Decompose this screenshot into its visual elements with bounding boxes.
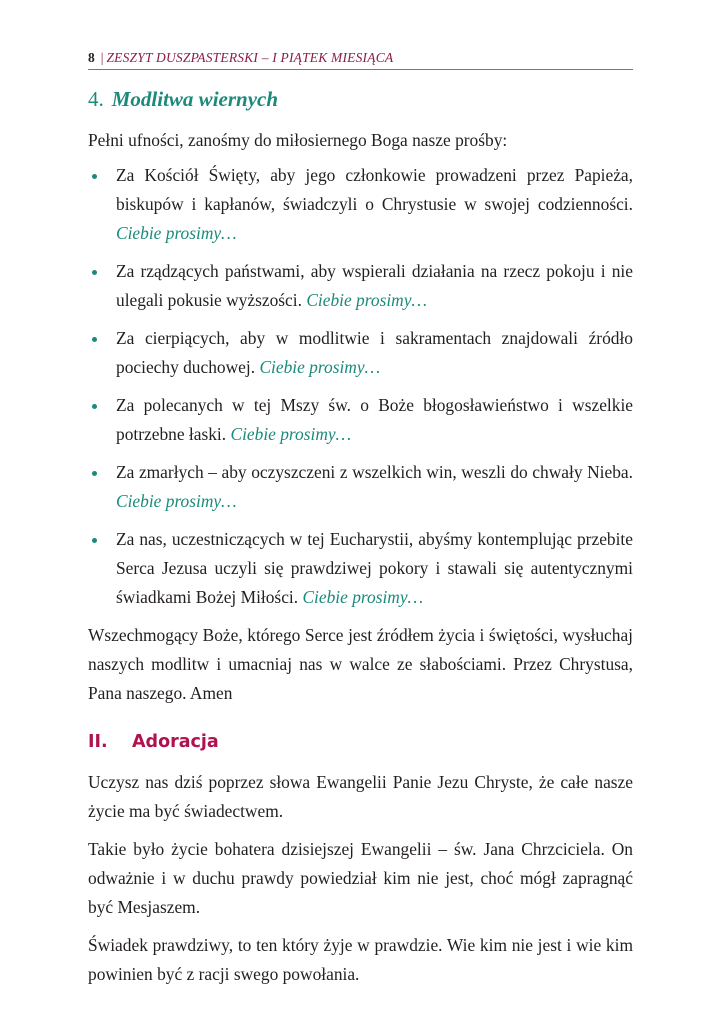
intention-text: Za cierpiących, aby w modlitwie i sakramentach znajdowali źródło pociechy duchowej.	[116, 328, 633, 377]
section-heading-prayer-of-faithful	[88, 86, 633, 112]
response-text: Ciebie prosimy…	[302, 587, 424, 607]
header-separator: |	[100, 50, 104, 65]
intro-paragraph: Pełni ufności, zanośmy do miłosiernego Boga nasze prośby:	[88, 130, 508, 150]
intention-item	[88, 525, 633, 612]
bullet-icon	[92, 174, 97, 179]
intention-item	[88, 324, 633, 382]
intention-text: Za Kościół Święty, aby jego członkowie prowadzeni przez Papieża, biskupów i kapłanów, świadczyli o Chrystusie w swojej codzienności.	[116, 165, 633, 214]
intention-item	[88, 257, 633, 315]
response-text: Ciebie prosimy…	[116, 491, 237, 511]
section-roman-number: II.	[88, 732, 108, 752]
intention-text: Za nas, uczestniczących w tej Eucharystii, abyśmy kontemplując przebite Serca Jezusa uczyli się prawdziwej pokory i stawali się autentycznymi świadkami Bożej Miłości.	[116, 529, 633, 607]
intention-text: Za polecanych w tej Mszy św. o Boże błogosławieństwo i wszelkie potrzebne łaski.	[116, 395, 633, 444]
bullet-icon	[92, 538, 97, 543]
bullet-icon	[92, 270, 97, 275]
section-title: Modlitwa wiernych	[111, 87, 279, 111]
bullet-icon	[92, 471, 97, 476]
publication-title: ZESZYT DUSZPASTERSKI – I PIĄTEK MIESIĄCA	[106, 50, 394, 65]
intention-text: Za zmarłych – aby oczyszczeni z wszelkich win, weszli do chwały Nieba.	[116, 462, 633, 482]
section-number: 4.	[88, 87, 104, 111]
intention-item	[88, 458, 633, 516]
section-title: Adoracja	[132, 732, 219, 752]
response-text: Ciebie prosimy…	[116, 223, 237, 243]
page-number: 8	[88, 50, 95, 65]
intention-item	[88, 161, 633, 248]
response-text: Ciebie prosimy…	[306, 290, 427, 310]
running-header	[88, 49, 633, 70]
adoration-paragraph: Takie było życie bohatera dzisiejszej Ewangelii – św. Jana Chrzciciela. On odważnie i w duchu prawdy powiedział kim nie jest, choć mógł zapragnąć być Mesjaszem.	[88, 839, 633, 917]
bullet-icon	[92, 404, 97, 409]
intention-text: Za rządzących państwami, aby wspierali działania na rzecz pokoju i nie ulegali pokusie wyższości.	[116, 261, 633, 310]
intention-item	[88, 391, 633, 449]
response-text: Ciebie prosimy…	[230, 424, 352, 444]
adoration-paragraph: Świadek prawdziwy, to ten który żyje w prawdzie. Wie kim nie jest i wie kim powinien być z racji swego powołania.	[88, 935, 633, 984]
intentions-list	[88, 161, 633, 612]
closing-prayer: Wszechmogący Boże, którego Serce jest źródłem życia i świętości, wysłuchaj naszych modlitw i umacniaj nas w walce ze słabościami. Przez Chrystusa, Pana naszego. Amen	[88, 625, 633, 703]
response-text: Ciebie prosimy…	[259, 357, 381, 377]
bullet-icon	[92, 337, 97, 342]
adoration-paragraph: Uczysz nas dziś poprzez słowa Ewangelii Panie Jezu Chryste, że całe nasze życie ma być świadectwem.	[88, 772, 633, 821]
section-heading-adoration	[88, 730, 633, 754]
